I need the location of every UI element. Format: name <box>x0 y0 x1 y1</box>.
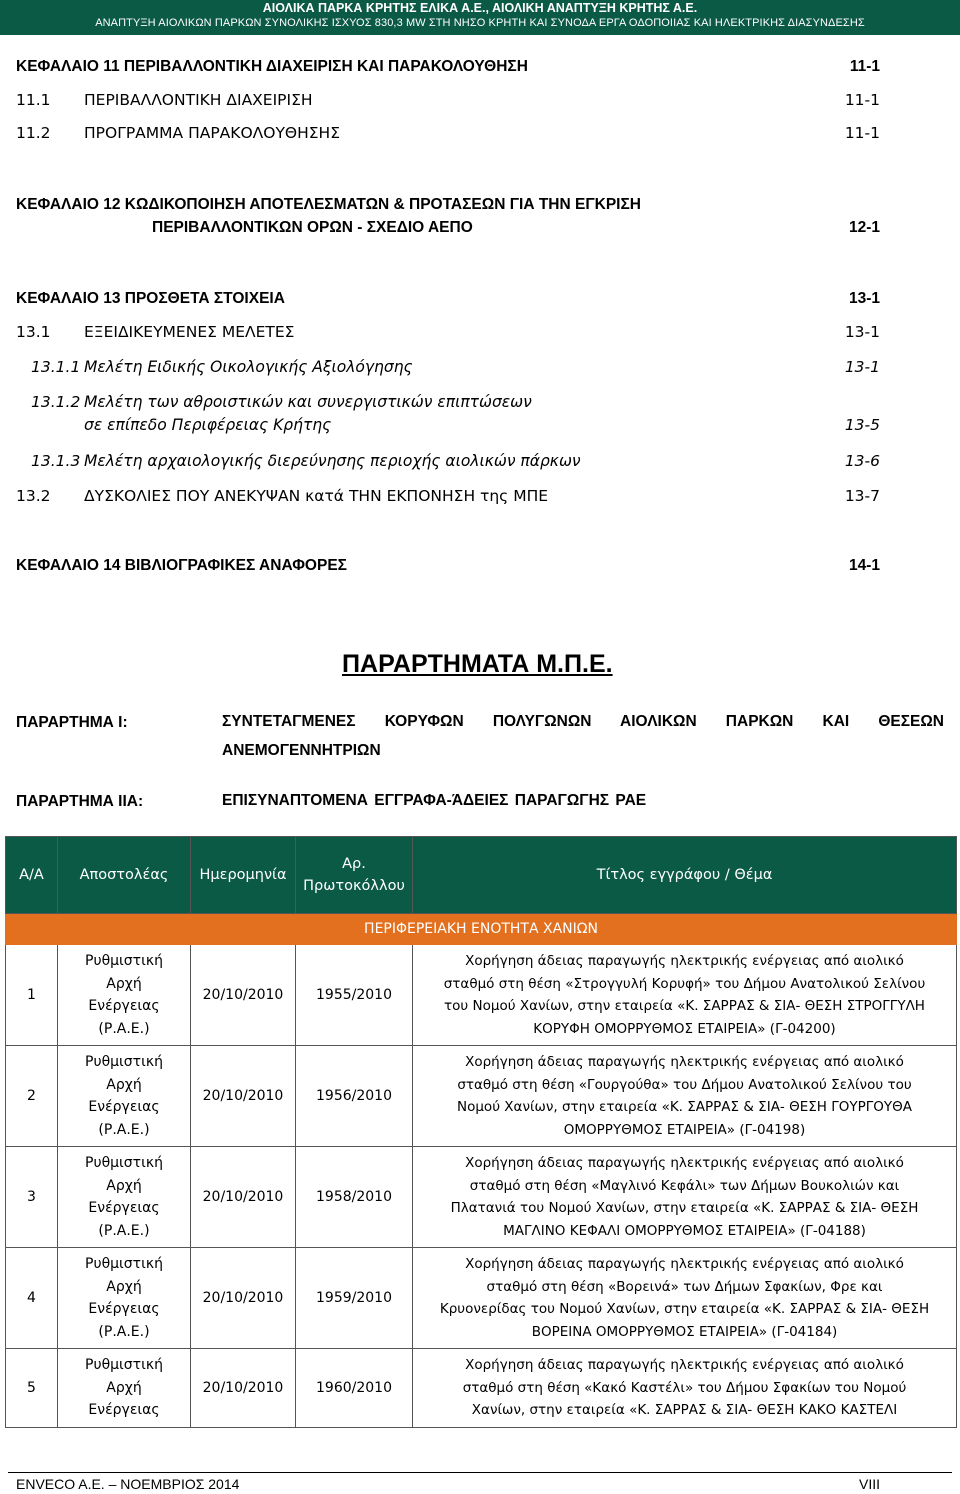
title-line: ΟΜΟΡΡΥΘΜΟΣ ΕΤΑΙΡΕΙΑ» (Γ-04198) <box>563 1121 806 1138</box>
sender-line: Αρχή <box>106 1076 142 1093</box>
toc-title: ΕΞΕΙΔΙΚΕΥΜΕΝΕΣ ΜΕΛΕΤΕΣ <box>84 323 295 341</box>
title-line: Χορήγηση άδειας παραγωγής ηλεκτρικής ενέργειας από αιολικό <box>465 1054 904 1070</box>
row-number: 1 <box>6 945 58 1046</box>
title-line: σταθμό στη θέση «Γουργούθα» του Δήμου Ανατολικού Σελίνου του <box>457 1076 912 1093</box>
col-header-date: Ημερομηνία <box>191 837 296 914</box>
title-line: Πλατανιά του Νομού Χανίων, στην εταιρεία «Κ. ΣΑΡΡΑΣ & ΣΙΑ- ΘΕΣΗ <box>450 1200 919 1216</box>
title-line: ΚΟΡΥΦΗ ΟΜΟΡΡΥΘΜΟΣ ΕΤΑΙΡΕΙΑ» (Γ-04200) <box>533 1020 836 1037</box>
appendix-1-label: ΠΑΡΑΡΤΗΜΑ Ι: <box>16 714 128 731</box>
title-line: Χορήγηση άδειας παραγωγής ηλεκτρικής ενέργειας από αιολικό <box>465 953 904 969</box>
toc-section-13-2[interactable] <box>16 485 880 507</box>
table-header-row <box>6 837 957 914</box>
toc-title-line-2: ΠΕΡΙΒΑΛΛΟΝΤΙΚΩΝ ΟΡΩΝ - ΣΧΕΔΙΟ ΑΕΠΟ <box>152 219 473 236</box>
sender-line: Ενέργειας <box>88 1301 160 1317</box>
title-line: ΜΑΓΛΙΝΟ ΚΕΦΑΛΙ ΟΜΟΡΡΥΘΜΟΣ ΕΤΑΙΡΕΙΑ» (Γ-04188) <box>503 1222 866 1239</box>
row-date: 20/10/2010 <box>191 1046 296 1147</box>
row-sender <box>58 1248 191 1349</box>
toc-page: 14-1 <box>848 557 880 574</box>
appendices-heading: ΠΑΡΑΡΤΗΜΑΤΑ Μ.Π.Ε. <box>342 650 613 678</box>
toc-page: 13-7 <box>844 487 880 505</box>
toc-chapter-13[interactable] <box>16 288 880 310</box>
toc-title: ΔΥΣΚΟΛΙΕΣ ΠΟΥ ΑΝΕΚΥΨΑΝ κατά ΤΗΝ ΕΚΠΟΝΗΣΗ της ΜΠΕ <box>84 487 549 505</box>
sender-line: Ενέργειας <box>88 998 160 1014</box>
toc-number: 13.1 <box>16 323 51 341</box>
col-header-aa: Α/Α <box>6 837 58 914</box>
table-row <box>6 1046 957 1147</box>
toc-page: 13-1 <box>844 358 880 376</box>
toc-page: 13-5 <box>844 416 880 434</box>
toc-title: ΚΕΦΑΛΑΙΟ 14 ΒΙΒΛΙΟΓΡΑΦΙΚΕΣ ΑΝΑΦΟΡΕΣ <box>16 557 347 574</box>
table-row <box>6 1248 957 1349</box>
row-date: 20/10/2010 <box>191 945 296 1046</box>
sender-line: Αρχή <box>106 1379 142 1396</box>
toc-page: 12-1 <box>848 219 880 236</box>
toc-number: 13.1.2 <box>31 393 81 411</box>
row-title <box>413 1046 957 1147</box>
title-line: Νομού Χανίων, στην εταιρεία «Κ. ΣΑΡΡΑΣ & ΣΙΑ- ΘΕΣΗ ΓΟΥΡΓΟΥΘΑ <box>456 1099 913 1115</box>
toc-section-13-1-2-cont[interactable] <box>16 414 880 436</box>
title-line: Χανίων, στην εταιρεία «Κ. ΣΑΡΡΑΣ & ΣΙΑ- ΘΕΣΗ ΚΑΚΟ ΚΑΣΤΕΛΙ <box>471 1402 898 1419</box>
row-sender <box>58 1349 191 1428</box>
col-header-sender: Αποστολέας <box>58 837 191 914</box>
toc-section-13-1-1[interactable] <box>16 356 880 378</box>
sender-line: Ρυθμιστική <box>85 1054 163 1070</box>
region-row <box>6 914 957 945</box>
sender-line: (Ρ.Α.Ε.) <box>98 1323 150 1340</box>
toc-chapter-14[interactable] <box>16 555 880 577</box>
title-line: σταθμό στη θέση «Κακό Καστέλι» του Δήμου Σφακίων του Νομού <box>462 1379 907 1396</box>
toc-page: 13-1 <box>848 290 880 307</box>
sender-line: (Ρ.Α.Ε.) <box>98 1121 150 1138</box>
row-date: 20/10/2010 <box>191 1248 296 1349</box>
col-header-title: Τίτλος εγγράφου / Θέμα <box>413 837 957 914</box>
row-protocol: 1960/2010 <box>296 1349 413 1428</box>
document-header <box>0 0 960 35</box>
toc-page: 13-1 <box>844 323 880 341</box>
sender-line: Αρχή <box>106 975 142 992</box>
toc-page: 11-1 <box>844 124 880 142</box>
sender-line: (Ρ.Α.Ε.) <box>98 1222 150 1239</box>
sender-line: Αρχή <box>106 1278 142 1295</box>
row-title <box>413 945 957 1046</box>
footer-company-date: ENVECO A.E. – ΝΟΕΜΒΡΙΟΣ 2014 <box>16 1476 240 1492</box>
row-number: 2 <box>6 1046 58 1147</box>
row-sender <box>58 1046 191 1147</box>
row-number: 5 <box>6 1349 58 1428</box>
col-header-protocol <box>296 837 413 914</box>
toc-page: 13-6 <box>844 452 880 470</box>
toc-section-11-1[interactable] <box>16 89 880 111</box>
appendix-1-title-line-2: ΑΝΕΜΟΓΕΝΝΗΤΡΙΩΝ <box>222 742 381 759</box>
toc-page: 11-1 <box>844 91 880 109</box>
appendix-1-title-line-1: ΣΥΝΤΕΤΑΓΜΕΝΕΣ ΚΟΡΥΦΩΝ ΠΟΛΥΓΩΝΩΝ ΑΙΟΛΙΚΩΝ ΠΑΡΚΩΝ ΚΑΙ ΘΕΣΕΩΝ <box>222 713 944 730</box>
toc-section-13-1-3[interactable] <box>16 450 880 472</box>
documents-table <box>5 836 957 1428</box>
toc-number: 13.1.3 <box>31 452 81 470</box>
title-line: σταθμό στη θέση «Μαγλινό Κεφάλι» των Δήμων Βουκολιών και <box>469 1177 900 1194</box>
row-sender <box>58 945 191 1046</box>
appendix-2a-title: ΕΠΙΣΥΝΑΠΤΟΜΕΝΑ ΕΓΓΡΑΦΑ-ΆΔΕΙΕΣ ΠΑΡΑΓΩΓΗΣ ΡΑΕ <box>222 792 647 809</box>
sender-line: Ρυθμιστική <box>85 1256 163 1272</box>
col-header-protocol-line-1: Αρ. <box>342 856 366 872</box>
table-row <box>6 1147 957 1248</box>
toc-number: 13.2 <box>16 487 51 505</box>
title-line: Χορήγηση άδειας παραγωγής ηλεκτρικής ενέργειας από αιολικό <box>465 1357 904 1374</box>
sender-line: (Ρ.Α.Ε.) <box>98 1020 150 1037</box>
toc-title: Μελέτη αρχαιολογικής διερεύνησης περιοχής αιολικών πάρκων <box>84 452 581 470</box>
row-title <box>413 1248 957 1349</box>
title-line: Κρυονερίδας του Νομού Χανίων, στην εταιρεία «Κ. ΣΑΡΡΑΣ & ΣΙΑ- ΘΕΣΗ <box>439 1301 930 1317</box>
toc-title: ΚΕΦΑΛΑΙΟ 13 ΠΡΟΣΘΕΤΑ ΣΤΟΙΧΕΙΑ <box>16 290 285 307</box>
title-line: σταθμό στη θέση «Στρογγυλή Κορυφή» του Δήμου Ανατολικού Σελίνου <box>443 975 926 992</box>
row-date: 20/10/2010 <box>191 1147 296 1248</box>
toc-section-13-1[interactable] <box>16 321 880 343</box>
title-line: Χορήγηση άδειας παραγωγής ηλεκτρικής ενέργειας από αιολικό <box>465 1155 904 1171</box>
sender-line: Αρχή <box>106 1177 142 1194</box>
row-number: 3 <box>6 1147 58 1248</box>
toc-number: 11.2 <box>16 124 51 142</box>
col-header-protocol-line-2: Πρωτοκόλλου <box>303 878 405 894</box>
title-line: σταθμό στη θέση «Βορεινά» των Δήμων Σφακίων, Φρε και <box>486 1278 883 1295</box>
page-number: VIII <box>858 1476 880 1492</box>
row-title <box>413 1349 957 1428</box>
header-line-1: ΑΙΟΛΙΚΑ ΠΑΡΚΑ ΚΡΗΤΗΣ ΕΛΙΚΑ Α.Ε., ΑΙΟΛΙΚΗ ΑΝΑΠΤΥΞΗ ΚΡΗΤΗΣ Α.Ε. <box>262 1 698 15</box>
toc-title: ΠΡΟΓΡΑΜΜΑ ΠΑΡΑΚΟΛΟΥΘΗΣΗΣ <box>84 124 341 142</box>
sender-line: Ενέργειας <box>88 1099 160 1115</box>
row-protocol: 1956/2010 <box>296 1046 413 1147</box>
title-line: Χορήγηση άδειας παραγωγής ηλεκτρικής ενέργειας από αιολικό <box>465 1256 904 1272</box>
row-protocol: 1955/2010 <box>296 945 413 1046</box>
sender-line: Ενέργειας <box>88 1402 160 1419</box>
table-row <box>6 1349 957 1428</box>
toc-title-line-1: Μελέτη των αθροιστικών και συνεργιστικών επιπτώσεων <box>84 393 532 411</box>
row-number: 4 <box>6 1248 58 1349</box>
row-protocol: 1959/2010 <box>296 1248 413 1349</box>
sender-line: Ρυθμιστική <box>85 953 163 969</box>
toc-section-13-1-2[interactable] <box>16 391 880 413</box>
toc-number: 13.1.1 <box>31 358 81 376</box>
row-sender <box>58 1147 191 1248</box>
toc-chapter-12-cont[interactable] <box>16 217 880 239</box>
header-line-2: ΑΝΑΠΤΥΞΗ ΑΙΟΛΙΚΩΝ ΠΑΡΚΩΝ ΣΥΝΟΛΙΚΗΣ ΙΣΧΥΟΣ 830,3 MW ΣΤΗ ΝΗΣΟ ΚΡΗΤΗ ΚΑΙ ΣΥΝΟΔΑ ΕΡΓΑ ΟΔΟΠΟΙΙΑΣ ΚΑΙ ΗΛΕΚΤΡΙΚΗΣ ΔΙΑΣΥΝΔΕΣΗΣ <box>95 17 865 29</box>
row-protocol: 1958/2010 <box>296 1147 413 1248</box>
toc-chapter-11[interactable] <box>16 56 880 78</box>
toc-chapter-12[interactable] <box>16 194 880 216</box>
toc-title: Μελέτη Ειδικής Οικολογικής Αξιολόγησης <box>84 358 413 376</box>
toc-page: 11-1 <box>849 58 880 75</box>
title-line: του Νομού Χανίων, στην εταιρεία «Κ. ΣΑΡΡΑΣ & ΣΙΑ- ΘΕΣΗ ΣΤΡΟΓΓΥΛΗ <box>444 998 925 1014</box>
sender-line: Ρυθμιστική <box>85 1357 163 1374</box>
toc-title: ΠΕΡΙΒΑΛΛΟΝΤΙΚΗ ΔΙΑΧΕΙΡΙΣΗ <box>84 91 313 109</box>
table-row <box>6 945 957 1046</box>
title-line: ΒΟΡΕΙΝΑ ΟΜΟΡΡΥΘΜΟΣ ΕΤΑΙΡΕΙΑ» (Γ-04184) <box>531 1323 838 1340</box>
row-title <box>413 1147 957 1248</box>
footer-divider <box>8 1472 952 1473</box>
sender-line: Ενέργειας <box>88 1200 160 1216</box>
toc-section-11-2[interactable] <box>16 122 880 144</box>
toc-title: ΚΕΦΑΛΑΙΟ 11 ΠΕΡΙΒΑΛΛΟΝΤΙΚΗ ΔΙΑΧΕΙΡΙΣΗ ΚΑΙ ΠΑΡΑΚΟΛΟΥΘΗΣΗ <box>16 58 528 75</box>
toc-title-line-1: ΚΕΦΑΛΑΙΟ 12 ΚΩΔΙΚΟΠΟΙΗΣΗ ΑΠΟΤΕΛΕΣΜΑΤΩΝ & ΠΡΟΤΑΣΕΩΝ ΓΙΑ ΤΗΝ ΕΓΚΡΙΣΗ <box>16 196 641 213</box>
sender-line: Ρυθμιστική <box>85 1155 163 1171</box>
row-date: 20/10/2010 <box>191 1349 296 1428</box>
appendix-2a-label: ΠΑΡΑΡΤΗΜΑ ΙΙΑ: <box>16 793 144 810</box>
toc-title-line-2: σε επίπεδο Περιφέρειας Κρήτης <box>84 416 332 434</box>
region-label: ΠΕΡΙΦΕΡΕΙΑΚΗ ΕΝΟΤΗΤΑ ΧΑΝΙΩΝ <box>6 914 957 945</box>
toc-number: 11.1 <box>16 91 51 109</box>
